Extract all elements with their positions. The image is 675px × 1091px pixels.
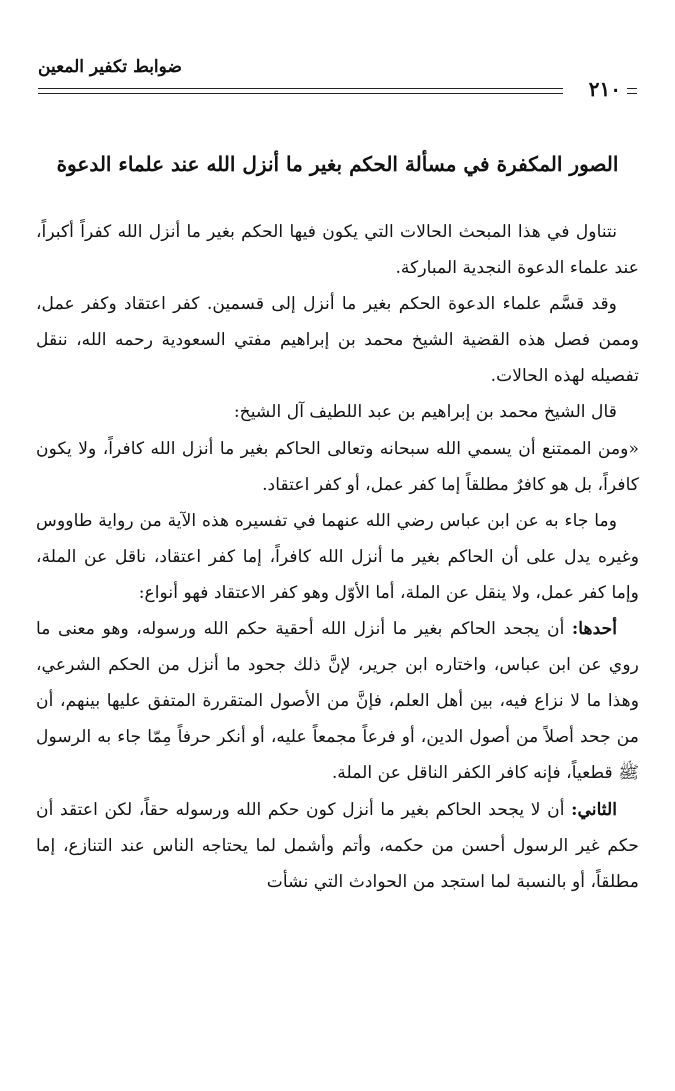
body-text bbox=[36, 214, 639, 900]
paragraph-lead: الثاني: bbox=[571, 799, 617, 820]
quote-attribution: قال الشيخ محمد بن إبراهيم بن عبد اللطيف آل الشيخ: bbox=[233, 402, 617, 423]
paragraph bbox=[36, 792, 639, 900]
paragraph: نتناول في هذا المبحث الحالات التي يكون فيها الحكم بغير ما أنزل الله كفراً أكبراً، عند علماء الدعوة النجدية المباركة. bbox=[36, 222, 639, 279]
paragraph-lead: أحدها: bbox=[571, 619, 617, 640]
paragraph-text: أن لا يجحد الحاكم بغير ما أنزل كون حكم الله ورسوله حقاً، لكن اعتقد أن حكم غير الرسول أحسن من حكمه، وأتم وأشمل لما يحتاجه الناس عند التنازع، إما مطلقاً، أو بالنسبة لما استجد من الحوادث التي نشأت bbox=[36, 799, 639, 892]
header-rule-end bbox=[627, 88, 637, 94]
page-number: ٢١٠ bbox=[588, 77, 621, 101]
book-title: ضوابط تكفير المعين bbox=[38, 57, 182, 77]
section-heading: الصور المكفرة في مسألة الحكم بغير ما أنزل الله عند علماء الدعوة bbox=[56, 152, 619, 176]
quote-paragraph: «ومن الممتنع أن يسمي الله سبحانه وتعالى الحاكم بغير ما أنزل الله كافراً، ولا يكون كافراً، بل هو كافرٌ مطلقاً إما كفر عمل، أو كفر اعتقاد. bbox=[36, 438, 639, 495]
paragraph: وما جاء به عن ابن عباس رضي الله عنهما في تفسيره هذه الآية من رواية طاووس وغيره يدل على أن الحاكم بغير ما أنزل الله كافراً، إما كفر اعتقاد، ناقل عن الملة، وإما كفر عمل، ولا ينقل عن الملة، أما الأوّل وهو كفر الاعتقاد فهو أنواع: bbox=[36, 510, 639, 603]
paragraph-text: أن يجحد الحاكم بغير ما أنزل الله أحقية حكم الله ورسوله، وهو معنى ما روي عن ابن عباس، واختاره ابن جرير، لإنَّ ذلك جحود ما أنزل من الحكم الشرعي، وهذا ما لا نزاع فيه، بين أهل العلم، فإنَّ من الأصول المتقررة المتفق عليها بينهم، أن من جحد أصلاً من أصول الدين، أو فرعاً مجمعاً عليه، أو أنكر حرفاً مِمّا جاء به الرسول ﷺ قطعياً، فإنه كافر الكفر الناقل عن الملة. bbox=[36, 619, 639, 784]
paragraph bbox=[36, 611, 639, 791]
paragraph: وقد قسَّم علماء الدعوة الحكم بغير ما أنزل إلى قسمين. كفر اعتقاد وكفر عمل، وممن فصل هذه القضية الشيخ محمد بن إبراهيم مفتي السعودية رحمه الله، ننقل تفصيله لهذه الحالات. bbox=[36, 294, 639, 387]
running-header bbox=[38, 56, 637, 102]
header-rule bbox=[38, 88, 563, 94]
